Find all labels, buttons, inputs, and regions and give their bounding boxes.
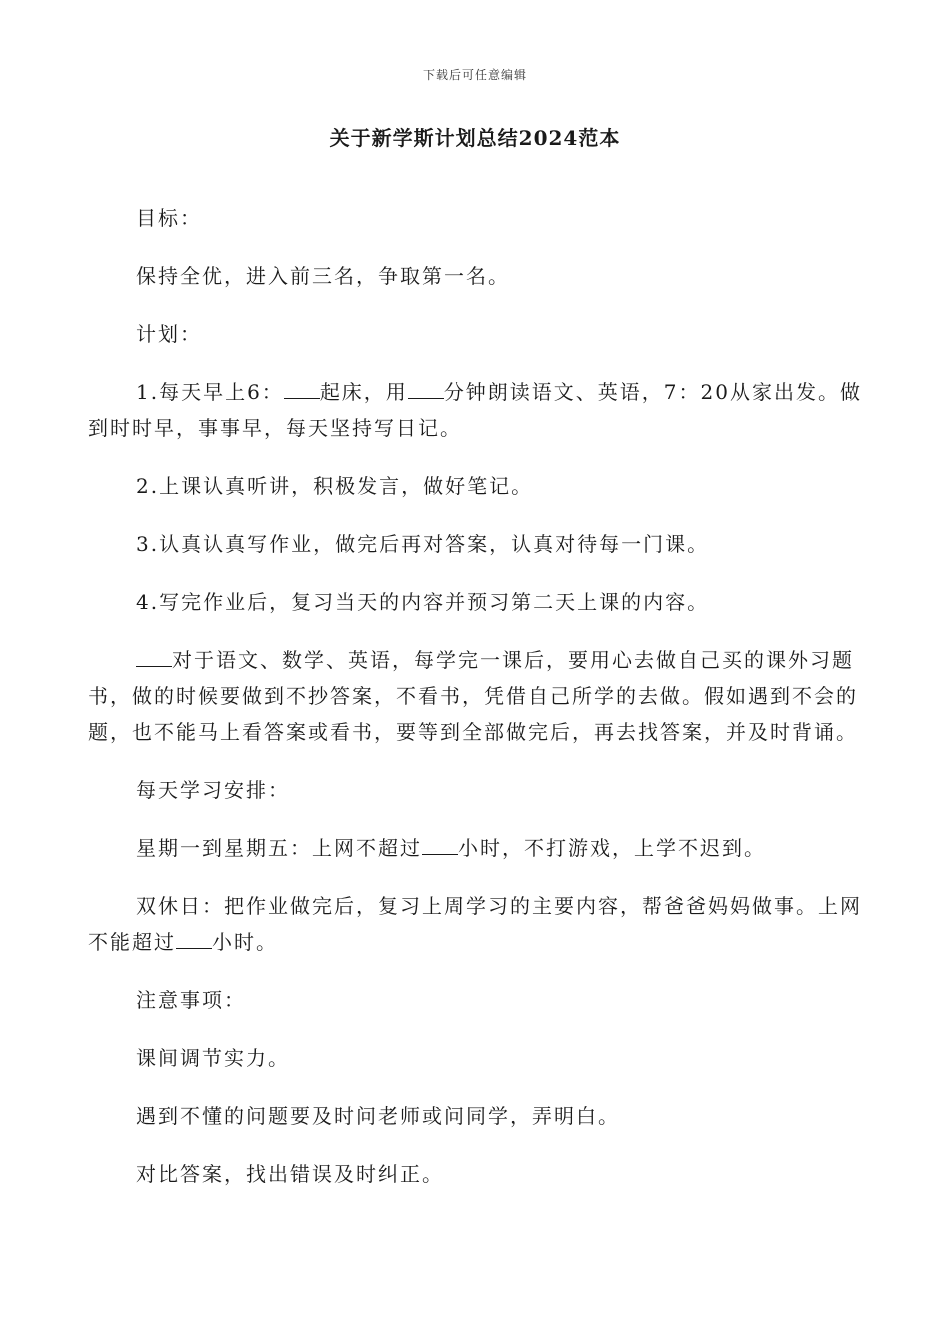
page-header-note: 下载后可任意编辑 [422, 68, 527, 82]
paragraph-schedule-label [88, 772, 864, 808]
fill-in-blank [284, 380, 320, 399]
paragraph-plan-3 [88, 526, 864, 562]
paragraph-text: 小时，不打游戏，上学不迟到。 [458, 836, 766, 860]
paragraph-plan-2 [88, 468, 864, 504]
paragraph-text: 遇到不懂的问题要及时问老师或问同学，弄明白。 [136, 1104, 620, 1128]
fill-in-blank [176, 930, 212, 949]
paragraph-text: 起床，用 [319, 380, 408, 404]
paragraph-text: 星期一到星期五：上网不超过 [136, 836, 422, 860]
paragraph-text: 注意事项： [136, 988, 246, 1012]
fill-in-blank [136, 648, 172, 667]
paragraph-text: 保持全优，进入前三名，争取第一名。 [136, 264, 510, 288]
document-body [88, 178, 864, 1192]
paragraph-goal-text [88, 258, 864, 294]
paragraph-notes-label [88, 982, 864, 1018]
paragraph-plan-5 [88, 642, 864, 750]
paragraph-note-1 [88, 1040, 864, 1076]
paragraph-text: 小时。 [212, 930, 278, 954]
paragraph-text: 对于语文、数学、英语，每学完一课后，要用心去做自己买的课外习题书，做的时候要做到不抄答案，不看书，凭借自己所学的去做。假如遇到不会的题，也不能马上看答案或看书，要等到全部做完后，再去找答案，并及时背诵。 [88, 648, 858, 744]
fill-in-blank [408, 380, 444, 399]
paragraph-goal-label [88, 200, 864, 236]
paragraph-note-2 [88, 1098, 864, 1134]
paragraph-text: 每天学习安排： [136, 778, 290, 802]
paragraph-schedule-weekend [88, 888, 864, 960]
paragraph-schedule-weekday [88, 830, 864, 866]
paragraph-text: 4.写完作业后，复习当天的内容并预习第二天上课的内容。 [136, 590, 710, 614]
paragraph-text: 课间调节实力。 [136, 1046, 290, 1070]
document-title: 关于新学斯计划总结2024范本 [329, 126, 621, 150]
paragraph-note-3 [88, 1156, 864, 1192]
paragraph-text: 目标： [136, 206, 202, 230]
paragraph-plan-1 [88, 374, 864, 446]
fill-in-blank [422, 836, 458, 855]
paragraph-text: 对比答案，找出错误及时纠正。 [136, 1162, 444, 1186]
paragraph-text: 3.认真认真写作业，做完后再对答案，认真对待每一门课。 [136, 532, 710, 556]
paragraph-text: 计划： [136, 322, 202, 346]
paragraph-text: 1.每天早上6： [136, 380, 284, 404]
paragraph-text: 双休日：把作业做完后，复习上周学习的主要内容，帮爸爸妈妈做事。上网不能超过 [88, 894, 862, 954]
paragraph-plan-4 [88, 584, 864, 620]
paragraph-text: 2.上课认真听讲，积极发言，做好笔记。 [136, 474, 534, 498]
paragraph-plan-label [88, 316, 864, 352]
paragraph-text: 分钟朗读语文、英语，7：20从家出发。做到时时早，事事早，每天坚持写日记。 [88, 380, 862, 440]
